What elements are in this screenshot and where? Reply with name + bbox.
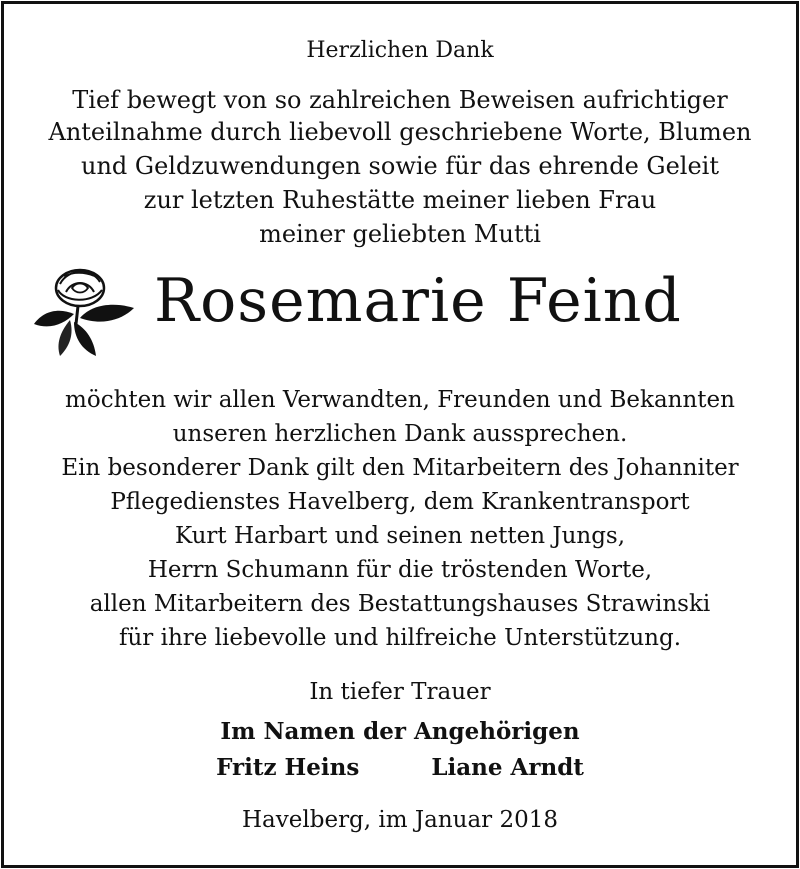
body-line: Kurt Harbart und seinen netten Jungs, [174, 523, 626, 549]
body-line: Herrn Schumann für die tröstenden Worte, [147, 557, 653, 583]
intro-line: Tief bewegt von so zahlreichen Beweisen aufrichtiger [72, 86, 728, 114]
signatory-name: Liane Arndt [431, 754, 584, 781]
body-line: Ein besonderer Dank gilt den Mitarbeitern des Johanniter [61, 455, 739, 481]
signatory-name: Fritz Heins [216, 754, 360, 781]
intro-line: und Geldzuwendungen sowie für das ehrende Geleit [81, 152, 719, 180]
obituary-thank-you-notice [4, 4, 796, 865]
body-line: für ihre liebevolle und hilfreiche Unterstützung. [118, 625, 682, 651]
mourning-phrase: In tiefer Trauer [309, 679, 491, 705]
body-line: möchten wir allen Verwandten, Freunden und Bekannten [65, 387, 735, 413]
signatories [4, 754, 796, 781]
notice-frame [1, 1, 799, 868]
body-line: Pflegedienstes Havelberg, dem Krankentransport [110, 489, 690, 515]
rose-icon [30, 262, 140, 358]
deceased-name: Rosemarie Feind [154, 266, 682, 336]
notice-heading: Herzlichen Dank [306, 38, 494, 63]
intro-line: Anteilnahme durch liebevoll geschriebene Worte, Blumen [48, 118, 752, 146]
intro-line: zur letzten Ruhestätte meiner lieben Frau [143, 186, 657, 214]
body-line: allen Mitarbeitern des Bestattungshauses Strawinski [89, 591, 711, 617]
intro-line: meiner geliebten Mutti [259, 220, 541, 248]
on-behalf-line: Im Namen der Angehörigen [220, 718, 580, 745]
place-date: Havelberg, im Januar 2018 [242, 807, 558, 833]
body-line: unseren herzlichen Dank aussprechen. [172, 421, 628, 447]
